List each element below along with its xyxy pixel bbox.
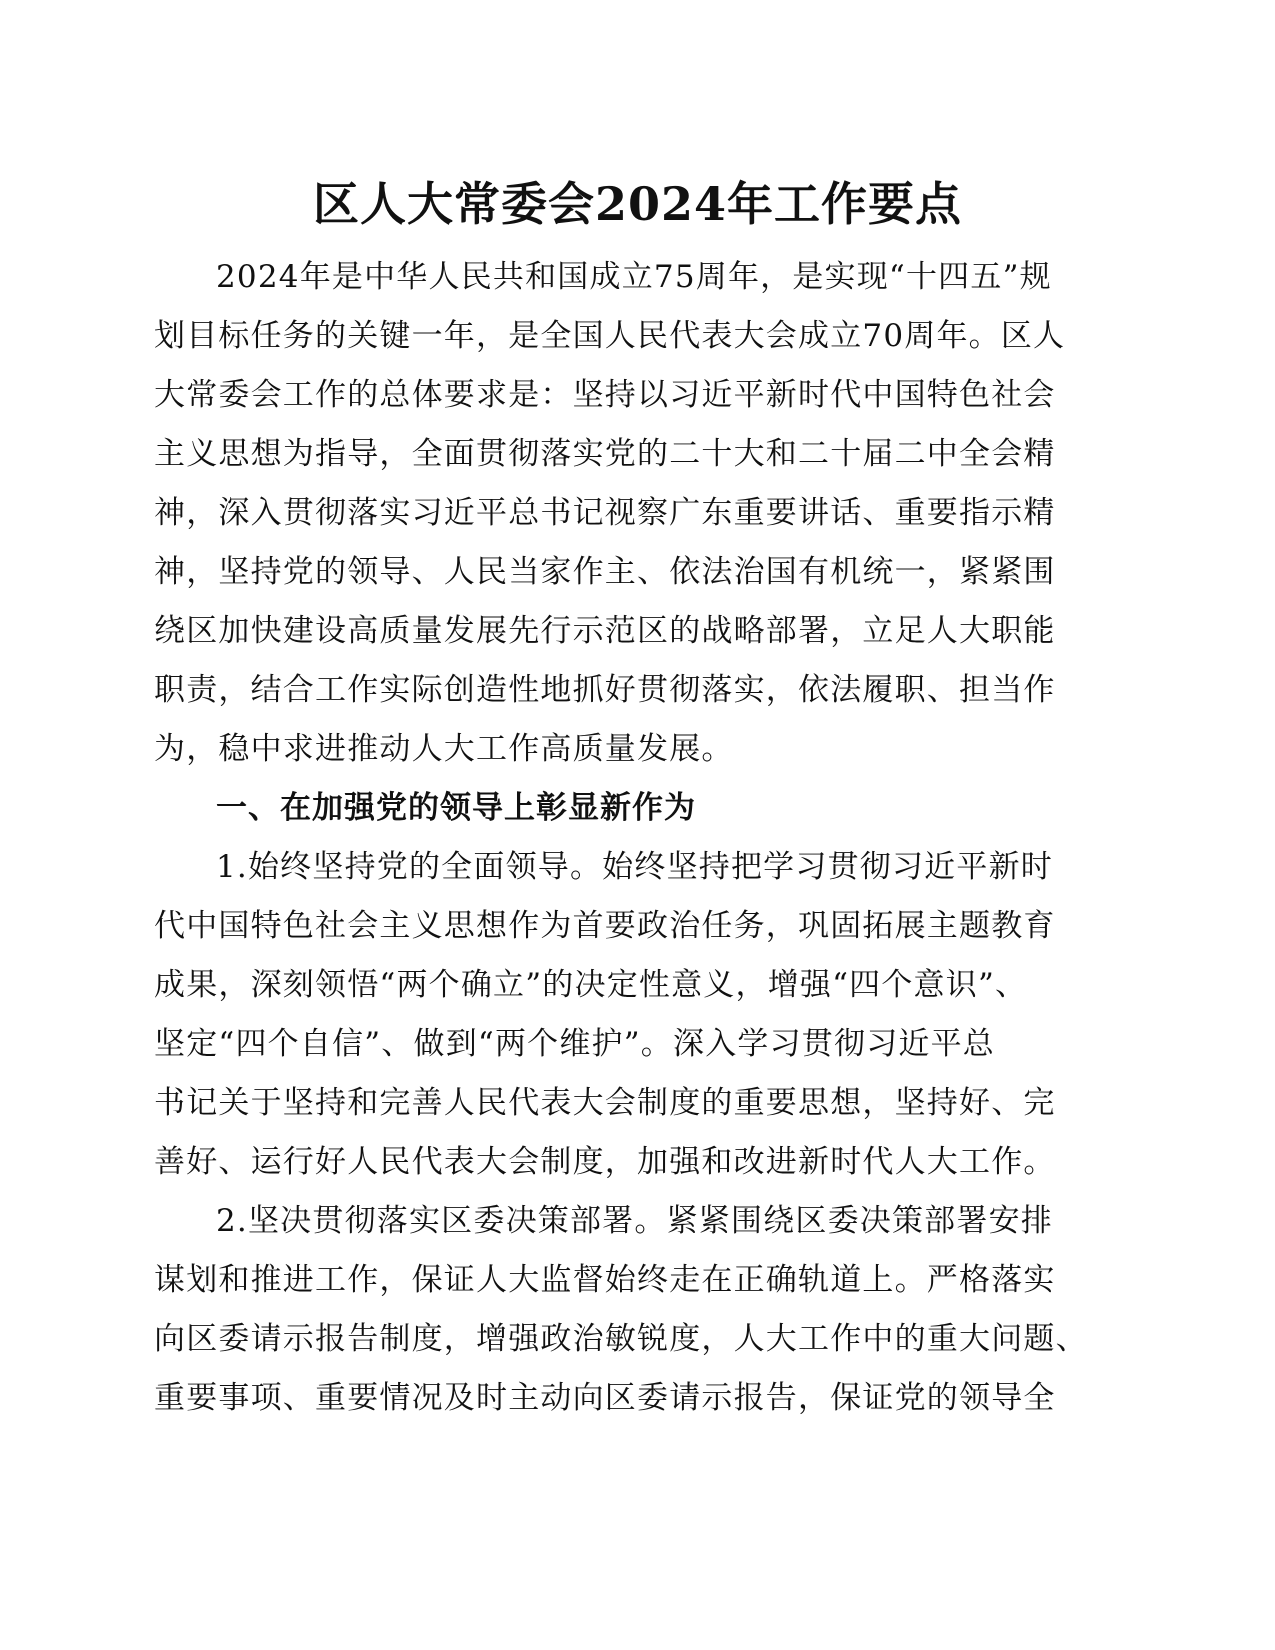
- section-heading: 一、在加强党的领导上彰显新作为: [216, 790, 696, 826]
- item-2-paragraph: [154, 1192, 1094, 1428]
- paragraph-line: 职责，结合工作实际创造性地抓好贯彻落实，依法履职、担当作: [154, 672, 1056, 708]
- paragraph-line: 2.坚决贯彻落实区委决策部署。紧紧围绕区委决策部署安排: [216, 1203, 1053, 1239]
- paragraph-line: 向区委请示报告制度，增强政治敏锐度，人大工作中的重大问题、: [154, 1321, 1088, 1357]
- paragraph-line: 主义思想为指导，全面贯彻落实党的二十大和二十届二中全会精: [154, 436, 1056, 472]
- paragraph-line: 代中国特色社会主义思想作为首要政治任务，巩固拓展主题教育: [154, 908, 1056, 944]
- paragraph-line: 成果，深刻领悟“两个确立”的决定性意义，增强“四个意识”、: [154, 967, 1028, 1003]
- document-title: 区人大常委会2024年工作要点: [312, 177, 963, 231]
- item-1-paragraph: [154, 838, 1094, 1192]
- paragraph-line: 神，坚持党的领导、人民当家作主、依法治国有机统一，紧紧围: [154, 554, 1056, 590]
- document-body: [154, 248, 1094, 1428]
- paragraph-line: 善好、运行好人民代表大会制度，加强和改进新时代人大工作。: [154, 1144, 1056, 1180]
- paragraph-line: 重要事项、重要情况及时主动向区委请示报告，保证党的领导全: [154, 1380, 1056, 1416]
- paragraph-line: 书记关于坚持和完善人民代表大会制度的重要思想，坚持好、完: [154, 1085, 1056, 1121]
- paragraph-line: 神，深入贯彻落实习近平总书记视察广东重要讲话、重要指示精: [154, 495, 1056, 531]
- intro-paragraph: [154, 248, 1094, 779]
- paragraph-line: 坚定“四个自信”、做到“两个维护”。深入学习贯彻习近平总: [154, 1026, 995, 1062]
- paragraph-line: 绕区加快建设高质量发展先行示范区的战略部署，立足人大职能: [154, 613, 1056, 649]
- paragraph-line: 谋划和推进工作，保证人大监督始终走在正确轨道上。严格落实: [154, 1262, 1056, 1298]
- paragraph-line: 划目标任务的关键一年，是全国人民代表大会成立70周年。区人: [154, 318, 1066, 354]
- paragraph-line: 为，稳中求进推动人大工作高质量发展。: [154, 731, 734, 767]
- paragraph-line: 1.始终坚持党的全面领导。始终坚持把学习贯彻习近平新时: [216, 849, 1053, 885]
- paragraph-line: 2024年是中华人民共和国成立75周年，是实现“十四五”规: [216, 259, 1052, 295]
- paragraph-line: 大常委会工作的总体要求是：坚持以习近平新时代中国特色社会: [154, 377, 1056, 413]
